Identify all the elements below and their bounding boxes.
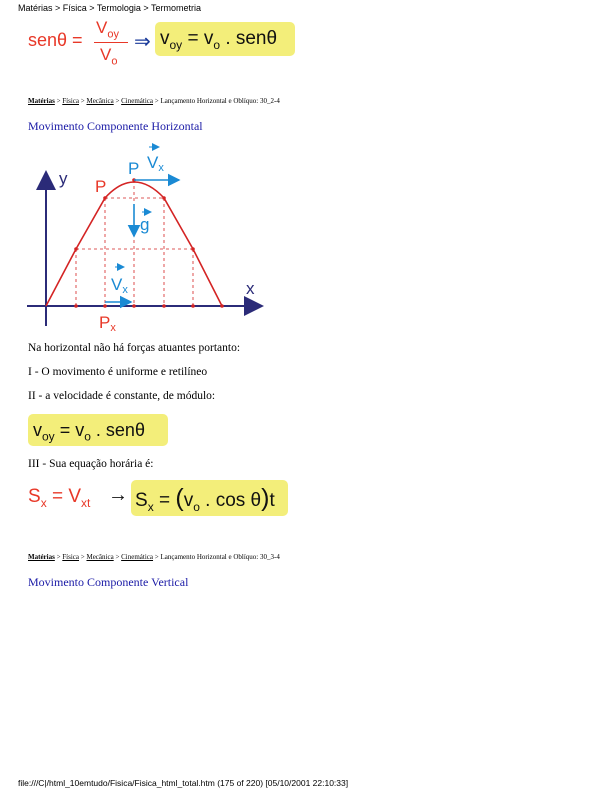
label-vx-bottom: Vx (111, 275, 128, 296)
formula-voy-highlight: $v_{oy} = v_o$ . senθ (28, 414, 168, 446)
fraction-bar (94, 42, 128, 43)
page-footer-path: file:///C|/html_10emtudo/Fisica/Fisica_html_total.htm (175 of 220) [05/10/2001 22:10:33] (18, 778, 349, 788)
formula-numerator: $V_{oy}$ (96, 18, 119, 41)
text-item-1: I - O movimento é uniforme e retilíneo (28, 366, 208, 378)
page-header-breadcrumb: Matérias > Física > Termologia > Termometria (18, 3, 201, 13)
formula-sx (28, 480, 298, 518)
formula-sx-lhs: $S_x = V_{xt}$ (28, 486, 91, 510)
formula-sx-highlight: $S_x = (v_o$ . cos θ)t (131, 480, 288, 516)
formula-denominator: $V_o$ (100, 45, 118, 68)
label-vx-top: Vx (147, 153, 164, 174)
breadcrumb-lancamento-2: Matérias > Física > Mecânica > Cinemática > Lançamento Horizontal e Oblíquo: 30_2-4 (28, 97, 280, 105)
trajectory-figure (22, 140, 272, 340)
breadcrumb-lancamento-3: Matérias > Física > Mecânica > Cinemática > Lançamento Horizontal e Oblíquo: 30_3-4 (28, 553, 280, 561)
crumb-link-materias[interactable]: Matérias (28, 553, 55, 561)
crumb-tail: > Lançamento Horizontal e Oblíquo: 30_3-4 (153, 553, 280, 561)
crumb-link-mecanica[interactable]: Mecânica (86, 553, 114, 561)
formula-result-highlight: $v_{oy} = v_o$ . senθ (155, 22, 295, 56)
crumb-link-fisica[interactable]: Física (62, 97, 80, 105)
section-title-horizontal: Movimento Componente Horizontal (28, 119, 203, 133)
right-arrow-icon: → (108, 484, 128, 506)
label-g: g (140, 215, 150, 234)
text-item-3: III - Sua equação horária é: (28, 458, 154, 470)
text-item-2: II - a velocidade é constante, de módulo: (28, 390, 216, 402)
dashed-guides (76, 180, 193, 306)
section-title-vertical: Movimento Componente Vertical (28, 575, 189, 589)
formula-lhs: senθ = (28, 30, 83, 50)
crumb-link-cinematica[interactable]: Cinemática (121, 97, 154, 105)
crumb-link-fisica[interactable]: Física (62, 553, 80, 561)
formula-sen-theta (28, 18, 298, 68)
text-intro: Na horizontal não há forças atuantes portanto: (28, 342, 241, 354)
label-x: x (246, 279, 255, 298)
label-p-left: P (95, 177, 107, 196)
crumb-link-cinematica[interactable]: Cinemática (121, 553, 154, 561)
crumb-link-mecanica[interactable]: Mecânica (86, 97, 114, 105)
crumb-link-materias[interactable]: Matérias (28, 97, 55, 105)
label-px: Px (99, 313, 116, 334)
label-y: y (59, 169, 68, 188)
implies-arrow-icon: ⇒ (134, 31, 151, 53)
label-p-top: P (128, 159, 140, 178)
crumb-tail: > Lançamento Horizontal e Oblíquo: 30_2-4 (153, 97, 280, 105)
